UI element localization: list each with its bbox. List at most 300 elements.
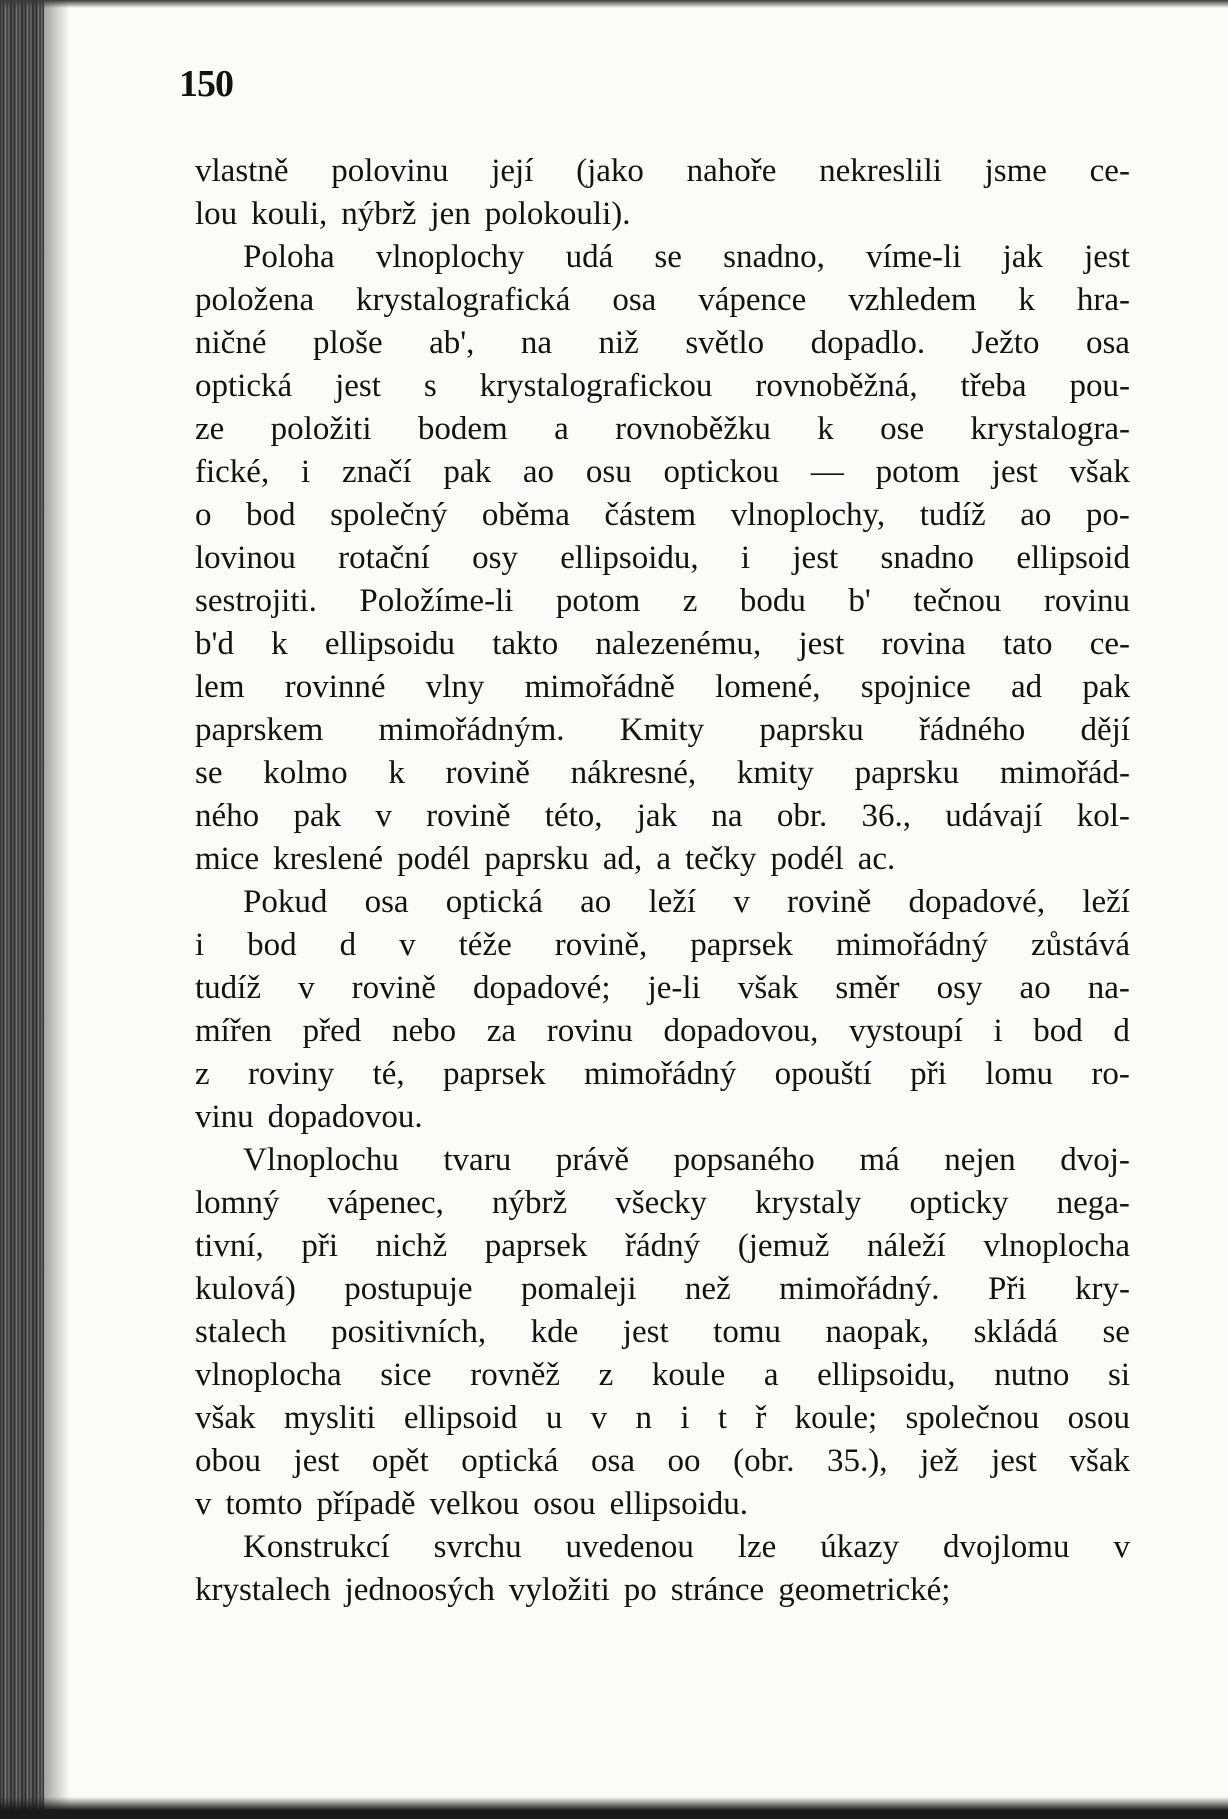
word: b'd <box>195 626 234 662</box>
word: krystaly <box>755 1185 862 1221</box>
word: kry- <box>1074 1271 1130 1307</box>
word: s <box>423 368 437 404</box>
word: geometrické; <box>778 1572 951 1608</box>
word: při <box>910 1056 947 1092</box>
word: leží <box>648 884 697 920</box>
word: dvojlomu <box>942 1529 1070 1565</box>
word: třeba <box>960 368 1027 404</box>
paragraph-p3 <box>195 881 1130 1139</box>
word: Poloha <box>243 239 335 275</box>
word: tivní, <box>195 1228 264 1264</box>
word: jak <box>1002 239 1043 275</box>
word: této, <box>544 798 603 834</box>
word: dopadové, <box>908 884 1046 920</box>
word: rovině <box>787 884 872 920</box>
word: právě <box>555 1142 630 1178</box>
word: ce- <box>1089 626 1130 662</box>
word: vápenec, <box>327 1185 444 1221</box>
word: mimořádný. <box>779 1271 940 1307</box>
word: tato <box>1003 626 1053 662</box>
word: stránce <box>670 1572 765 1608</box>
word: leží <box>1082 884 1130 920</box>
word: d <box>1113 1013 1130 1049</box>
word: obou <box>195 1443 261 1479</box>
word: oo <box>667 1443 701 1479</box>
word: t <box>717 1400 727 1436</box>
word: udávají <box>945 798 1043 834</box>
word: si <box>1107 1357 1130 1393</box>
word: zůstává <box>1031 927 1130 963</box>
word: značí <box>342 454 412 490</box>
text-line <box>195 279 1130 322</box>
word: tečnou <box>913 583 1002 619</box>
word: světlo <box>685 325 765 361</box>
word: rovina <box>881 626 966 662</box>
word: krystalografická <box>356 282 571 318</box>
word: paprsek <box>484 1228 588 1264</box>
word: nutno <box>994 1357 1070 1393</box>
word: spojnice <box>860 669 971 705</box>
word: 35.), <box>827 1443 888 1479</box>
word: vystoupí <box>849 1013 963 1049</box>
word: nejen <box>944 1142 1016 1178</box>
word: má <box>859 1142 900 1178</box>
text-line <box>195 1526 1130 1569</box>
word: než <box>684 1271 731 1307</box>
word: za <box>486 1013 517 1049</box>
text-line <box>195 322 1130 365</box>
word: osu <box>585 454 632 490</box>
word: víme-li <box>866 239 962 275</box>
word: osy <box>936 970 983 1006</box>
word: vlny <box>425 669 485 705</box>
word: po <box>623 1572 657 1608</box>
word: v <box>195 1486 212 1522</box>
word: k <box>271 626 288 662</box>
word: mimořádný <box>584 1056 737 1092</box>
word: paprsek <box>443 1056 546 1092</box>
word: Pokud <box>243 884 328 920</box>
word: d <box>339 927 357 963</box>
word: osy <box>472 540 518 576</box>
text-line <box>195 494 1130 537</box>
word: nýbrž <box>491 1185 568 1221</box>
word: tudíž <box>919 497 986 533</box>
word: nákresné, <box>570 755 697 791</box>
text-line <box>195 1483 1130 1526</box>
text-line <box>195 1311 1130 1354</box>
word: vlnoplocha <box>983 1228 1130 1264</box>
word: však <box>1069 1443 1130 1479</box>
word: dopadovou, <box>663 1013 819 1049</box>
word: i <box>993 1013 1003 1049</box>
word: oběma <box>481 497 570 533</box>
word: mimořádně <box>524 669 675 705</box>
word: takto <box>492 626 559 662</box>
word: (obr. <box>733 1443 795 1479</box>
word: ničné <box>195 325 267 361</box>
word: optická <box>195 368 293 404</box>
word: snadno <box>880 540 975 576</box>
word: ellipsoid <box>1016 540 1130 576</box>
word: se <box>1102 1314 1130 1350</box>
word: dopadové; <box>473 970 611 1006</box>
word: tomto <box>225 1486 303 1522</box>
word: kmity <box>736 755 814 791</box>
word: krystalogra- <box>970 411 1130 447</box>
word: mířen <box>195 1013 272 1049</box>
word: i <box>680 1400 690 1436</box>
word: snadno, <box>723 239 825 275</box>
word: osou <box>1067 1400 1130 1436</box>
word: rovnoběžku <box>615 411 771 447</box>
word: dopadovou. <box>267 1099 423 1135</box>
word: společnou <box>905 1400 1040 1436</box>
word: té, <box>372 1056 405 1092</box>
page-number: 150 <box>179 63 233 105</box>
text-line <box>195 150 1130 193</box>
word: dějí <box>1080 712 1130 748</box>
word: však <box>195 1400 256 1436</box>
word: náleží <box>866 1228 946 1264</box>
text-line <box>195 623 1130 666</box>
word: jest <box>622 1314 669 1350</box>
word: Kmity <box>619 712 705 748</box>
word: Vlnoplochu <box>243 1142 399 1178</box>
word: a <box>554 411 569 447</box>
word: ao <box>580 884 612 920</box>
word: sestrojiti. <box>195 583 317 619</box>
word: v <box>1113 1529 1130 1565</box>
word: rovnoběžná, <box>755 368 918 404</box>
word: bod <box>246 497 296 533</box>
word: niž <box>598 325 639 361</box>
word: hra- <box>1076 282 1130 318</box>
text-line <box>195 795 1130 838</box>
word: jest <box>1084 239 1130 275</box>
text-line <box>195 1354 1130 1397</box>
page-bottom-edge <box>0 1797 1228 1819</box>
word: u <box>545 1400 563 1436</box>
text-line <box>195 1397 1130 1440</box>
word: stalech <box>195 1314 287 1350</box>
word: mimořád- <box>999 755 1130 791</box>
word: ce- <box>1089 153 1130 189</box>
word: vlnoplochy <box>375 239 525 275</box>
word: nega- <box>1056 1185 1130 1221</box>
text-line <box>195 365 1130 408</box>
word: její <box>491 153 534 189</box>
word: opticky <box>909 1185 1009 1221</box>
word: (jako <box>576 153 644 189</box>
text-line <box>195 666 1130 709</box>
word: dopadlo. <box>810 325 926 361</box>
paragraph-p1 <box>195 150 1130 236</box>
word: položena <box>195 282 315 318</box>
word: mysliti <box>283 1400 376 1436</box>
word: osa <box>364 884 409 920</box>
word: vlnoplocha <box>195 1357 342 1393</box>
word: optickou <box>663 454 779 490</box>
word: ellipsoidu. <box>609 1486 749 1522</box>
word: (jemuž <box>737 1228 830 1264</box>
word: vinu <box>195 1099 254 1135</box>
word: rovněž <box>470 1357 560 1393</box>
word: ro- <box>1091 1056 1130 1092</box>
word: krystalografickou <box>479 368 713 404</box>
word: paprsek <box>690 927 793 963</box>
word: bod <box>1033 1013 1083 1049</box>
word: pak <box>1082 669 1130 705</box>
word: téže <box>458 927 512 963</box>
word: ose <box>880 411 925 447</box>
word: jest <box>792 540 839 576</box>
word: roviny <box>248 1056 335 1092</box>
word: jež <box>920 1443 959 1479</box>
word: všecky <box>615 1185 707 1221</box>
word: ellipsoidu <box>324 626 456 662</box>
word: lem <box>195 669 245 705</box>
word: položiti <box>270 411 372 447</box>
word: nahoře <box>686 153 777 189</box>
text-line <box>195 537 1130 580</box>
text-line <box>195 1053 1130 1096</box>
word: tečky <box>684 841 757 877</box>
word: kouli, <box>251 196 328 232</box>
text-line <box>195 924 1130 967</box>
word: rovině, <box>554 927 648 963</box>
word: nebo <box>391 1013 457 1049</box>
word: bodu <box>739 583 806 619</box>
word: koule <box>651 1357 726 1393</box>
text-line <box>195 881 1130 924</box>
word: lou <box>195 196 238 232</box>
word: osou <box>533 1486 596 1522</box>
word: na <box>520 325 553 361</box>
word: Ježto <box>971 325 1040 361</box>
word: krystalech <box>195 1572 331 1608</box>
text-line <box>195 1225 1130 1268</box>
word: ellipsoidu, <box>817 1357 956 1393</box>
word: polovinu <box>331 153 449 189</box>
word: paprsku <box>854 755 960 791</box>
word: případě <box>316 1486 416 1522</box>
word: na- <box>1087 970 1130 1006</box>
word: paprsku <box>484 841 589 877</box>
text-line <box>195 838 1130 881</box>
word: paprsku <box>759 712 864 748</box>
word: bod <box>247 927 297 963</box>
word: paprskem <box>195 712 324 748</box>
book-binding-edge <box>0 0 44 1819</box>
word: udá <box>565 239 614 275</box>
word: svrchu <box>433 1529 522 1565</box>
word: postupuje <box>344 1271 473 1307</box>
word: ploše <box>312 325 383 361</box>
word: však <box>1069 454 1130 490</box>
word: jednoosých <box>344 1572 495 1608</box>
word: v <box>733 884 750 920</box>
word: z <box>682 583 698 619</box>
word: řádný <box>624 1228 701 1264</box>
word: ellipsoid <box>403 1400 518 1436</box>
word: k <box>817 411 834 447</box>
word: z <box>195 1056 210 1092</box>
word: v <box>375 798 392 834</box>
word: rovinu <box>1043 583 1130 619</box>
word: podél <box>770 841 844 877</box>
word: i <box>301 454 311 490</box>
body-text <box>195 150 1130 1612</box>
word: osa <box>1085 325 1130 361</box>
word: při <box>301 1228 339 1264</box>
word: tvaru <box>443 1142 512 1178</box>
word: ao <box>1019 970 1051 1006</box>
word: ad <box>1010 669 1043 705</box>
text-line <box>195 580 1130 623</box>
text-line <box>195 1569 1130 1612</box>
word: podél <box>397 841 471 877</box>
word: Položíme-li <box>359 583 514 619</box>
word: obr. <box>776 798 828 834</box>
word: v <box>590 1400 608 1436</box>
word: o <box>195 497 212 533</box>
word: bodem <box>417 411 508 447</box>
word: opouští <box>774 1056 872 1092</box>
word: Při <box>988 1271 1027 1307</box>
word: a <box>763 1357 779 1393</box>
word: uvedenou <box>565 1529 694 1565</box>
word: 36., <box>861 798 912 834</box>
word: lomené, <box>715 669 821 705</box>
word: b' <box>848 583 871 619</box>
word: rotační <box>338 540 430 576</box>
word: velkou <box>429 1486 520 1522</box>
word: z <box>598 1357 614 1393</box>
binding-shadow <box>44 0 70 1819</box>
text-line <box>195 1268 1130 1311</box>
word: pomaleji <box>521 1271 637 1307</box>
word: tomu <box>713 1314 781 1350</box>
word: — <box>810 454 844 490</box>
word: směr <box>835 970 900 1006</box>
word: pak <box>443 454 492 490</box>
word: dvoj- <box>1060 1142 1130 1178</box>
word: se <box>195 755 223 791</box>
text-line <box>195 967 1130 1010</box>
text-line <box>195 236 1130 279</box>
word: rovině <box>351 970 436 1006</box>
word: i <box>195 927 205 963</box>
word: ř <box>755 1400 767 1436</box>
word: společný <box>330 497 448 533</box>
word: ac. <box>857 841 896 877</box>
word: a <box>656 841 671 877</box>
word: ao <box>522 454 555 490</box>
text-line <box>195 1010 1130 1053</box>
text-line <box>195 1096 1130 1139</box>
word: popsaného <box>673 1142 815 1178</box>
word: potom <box>555 583 641 619</box>
word: jest <box>991 1443 1037 1479</box>
word: jest <box>991 454 1038 490</box>
word: nýbrž <box>341 196 417 232</box>
word: pak <box>293 798 342 834</box>
word: jest <box>293 1443 340 1479</box>
word: před <box>302 1013 362 1049</box>
word: kulová) <box>195 1271 296 1307</box>
paragraph-p5 <box>195 1526 1130 1612</box>
word: ao <box>1020 497 1052 533</box>
word: nekreslili <box>819 153 942 189</box>
word: jen <box>430 196 471 232</box>
text-line <box>195 451 1130 494</box>
word: kol- <box>1076 798 1130 834</box>
word: skládá <box>973 1314 1058 1350</box>
word: částem <box>604 497 697 533</box>
word: je-li <box>647 970 701 1006</box>
word: rovinu <box>546 1013 633 1049</box>
word: nalezenému, <box>595 626 762 662</box>
word: ného <box>195 798 260 834</box>
word: fické, <box>195 454 270 490</box>
word: mimořádným. <box>378 712 565 748</box>
text-line <box>195 1182 1130 1225</box>
word: kde <box>530 1314 579 1350</box>
word: jsme <box>984 153 1047 189</box>
word: jest <box>798 626 845 662</box>
word: ab', <box>429 325 475 361</box>
word: po- <box>1085 497 1130 533</box>
word: k <box>1018 282 1035 318</box>
text-line <box>195 1440 1130 1483</box>
word: Konstrukcí <box>243 1529 390 1565</box>
word: optická <box>445 884 543 920</box>
word: rovině <box>426 798 511 834</box>
word: úkazy <box>820 1529 900 1565</box>
word: pou- <box>1069 368 1130 404</box>
word: lomu <box>985 1056 1054 1092</box>
paragraph-p4 <box>195 1139 1130 1526</box>
word: ad, <box>602 841 643 877</box>
word: osa <box>612 282 657 318</box>
word: koule; <box>794 1400 878 1436</box>
word: na <box>711 798 743 834</box>
word: kolmo <box>263 755 348 791</box>
word: nichž <box>375 1228 448 1264</box>
word: jak <box>636 798 678 834</box>
word: vyložiti <box>508 1572 610 1608</box>
text-line <box>195 709 1130 752</box>
word: sice <box>380 1357 432 1393</box>
word: rovinné <box>284 669 386 705</box>
word: opět <box>371 1443 429 1479</box>
word: ellipsoidu, <box>560 540 699 576</box>
word: však <box>737 970 799 1006</box>
word: vápence <box>698 282 807 318</box>
word: polokouli). <box>484 196 631 232</box>
text-line <box>195 408 1130 451</box>
word: rovině <box>445 755 530 791</box>
word: se <box>654 239 682 275</box>
word: v <box>298 970 315 1006</box>
text-line <box>195 1139 1130 1182</box>
word: tudíž <box>195 970 261 1006</box>
word: osa <box>590 1443 635 1479</box>
page-top-edge <box>0 0 1228 8</box>
word: lomný <box>195 1185 280 1221</box>
word: optická <box>461 1443 559 1479</box>
